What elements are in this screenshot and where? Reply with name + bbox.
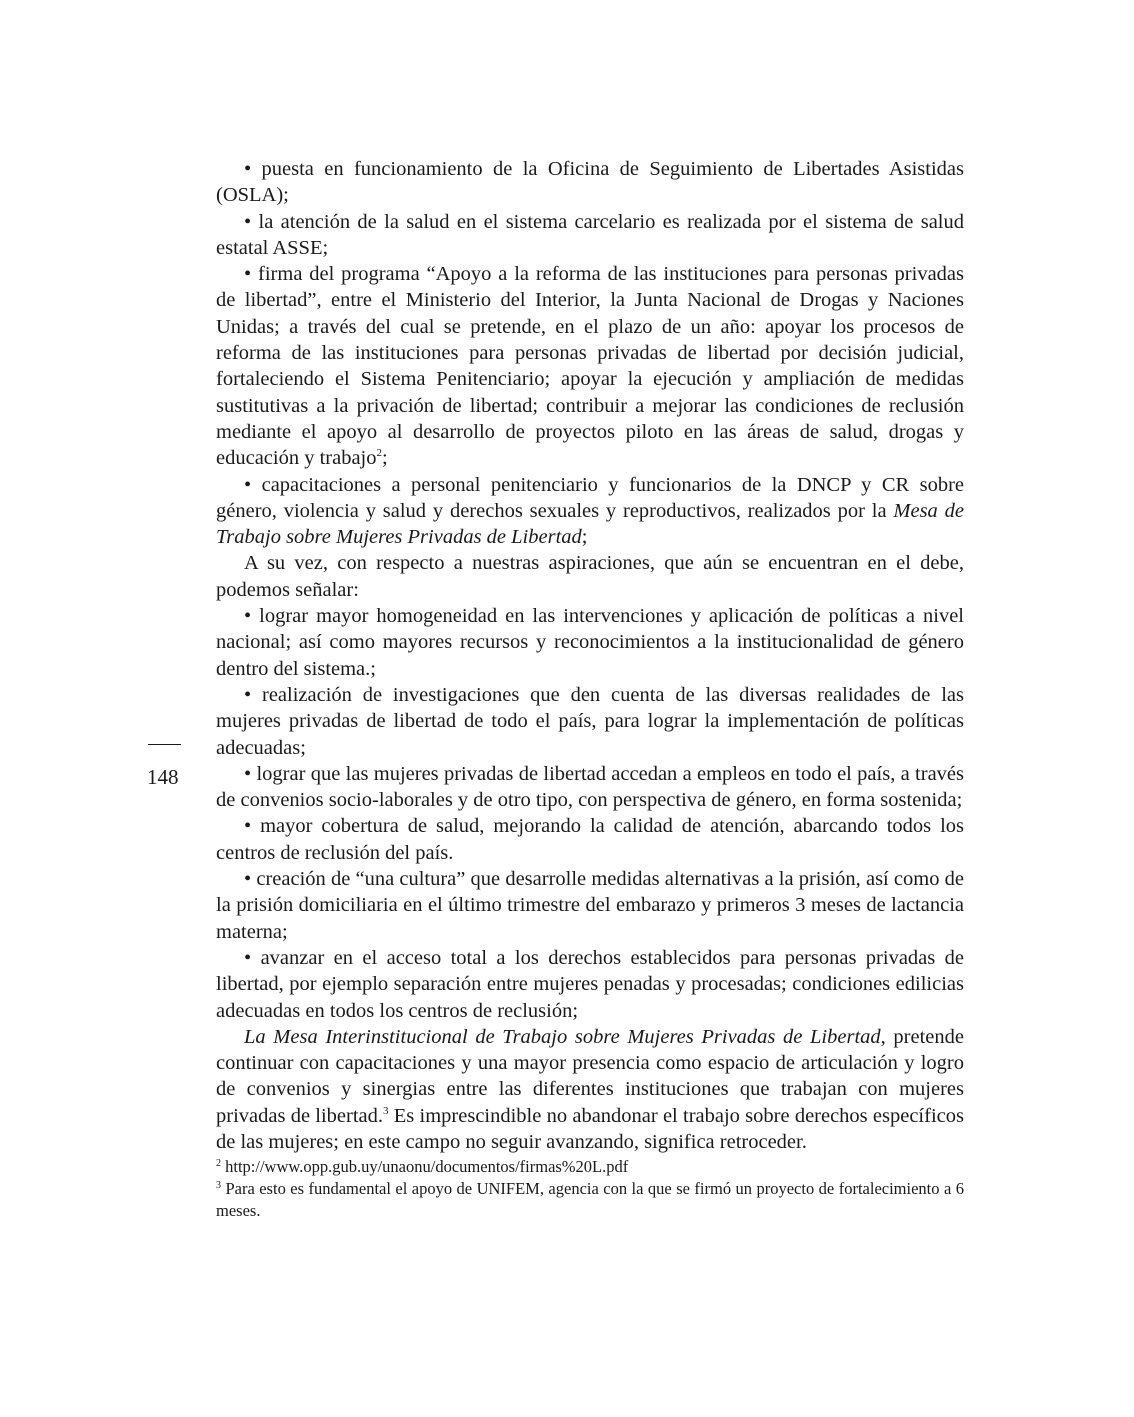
paragraph-mesa-end: Es imprescindible no abandonar el trabajo sobre derechos específicos de las mujeres; en este campo no seguir avanzando, significa retroceder. <box>216 1104 964 1153</box>
mesa-de-trabajo-italic: Mesa de Trabajo sobre Mujeres Privadas de Libertad <box>216 499 964 549</box>
mesa-interinstitucional-italic: La Mesa Interinstitucional de Trabajo sobre Mujeres Privadas de Libertad <box>244 1025 881 1048</box>
paragraph-asse: • la atención de la salud en el sistema carcelario es realizada por el sistema de salud estatal ASSE; <box>216 210 964 259</box>
body-text <box>216 156 964 1155</box>
page-number: 148 <box>147 765 179 789</box>
footnote-3-text: Para esto es fundamental el apoyo de UNIFEM, agencia con la que se firmó un proyecto de fortalecimiento a 6 meses. <box>216 1179 964 1220</box>
paragraph-mesa-interinstitucional <box>216 1024 964 1155</box>
footnote-mark-2: 2 <box>216 1158 221 1169</box>
paragraph-aspiraciones: A su vez, con respecto a nuestras aspiraciones, que aún se encuentran en el debe, podemos señalar: <box>216 552 964 601</box>
paragraph-programa <box>216 261 964 471</box>
footnote-2-url: http://www.opp.gub.uy/unaonu/documentos/firmas%20L.pdf <box>221 1157 629 1176</box>
paragraph-salud: • mayor cobertura de salud, mejorando la calidad de atención, abarcando todos los centros de reclusión del país. <box>216 815 964 864</box>
footnote-2 <box>216 1156 964 1178</box>
paragraph-cultura: • creación de “una cultura” que desarrolle medidas alternativas a la prisión, así como de la prisión domiciliaria en el último trimestre del embarazo y primeros 3 meses de lactancia materna; <box>216 868 964 943</box>
paragraph-investigaciones: • realización de investigaciones que den cuenta de las diversas realidades de las mujeres privadas de libertad de todo el país, para lograr la implementación de políticas adecuadas; <box>216 683 964 759</box>
footnote-mark-3: 3 <box>216 1180 221 1191</box>
paragraph-osla: • puesta en funcionamiento de la Oficina de Seguimiento de Libertades Asistidas (OSLA); <box>216 158 964 207</box>
footnote-3 <box>216 1178 964 1222</box>
paragraph-capacitaciones-end: ; <box>581 526 588 549</box>
footnote-ref-2: 2 <box>376 447 383 460</box>
paragraph-mesa-text: , pretende continuar con capacitaciones y una mayor presencia como espacio de articulación y logro de convenios y sinergias entre las diferentes instituciones que trabajan con mujeres privadas de libertad. <box>216 1025 964 1127</box>
footnotes <box>216 1156 964 1222</box>
paragraph-programa-end: ; <box>382 447 388 470</box>
page-number-rule <box>148 744 181 745</box>
paragraph-capacitaciones <box>216 472 964 551</box>
paragraph-homogeneidad: • lograr mayor homogeneidad en las intervenciones y aplicación de políticas a nivel nacional; así como mayores recursos y reconocimientos a la institucionalidad de género dentro del sistema.; <box>216 605 964 680</box>
paragraph-capacitaciones-text: • capacitaciones a personal penitenciario y funcionarios de la DNCP y CR sobre género, violencia y salud y derechos sexuales y reproductivos, realizados por la <box>216 473 964 522</box>
paragraph-programa-text: • firma del programa “Apoyo a la reforma de las instituciones para personas privadas de libertad”, entre el Ministerio del Interior, la Junta Nacional de Drogas y Naciones Unidas; a través del cual se pretende, en el plazo de un año: apoyar los procesos de reforma de las instituciones para personas privadas de libertad por decisión judicial, fortaleciendo el Sistema Penitenciario; apoyar la ejecución y ampliación de medidas sustitutivas a la privación de libertad; contribuir a mejorar las condiciones de reclusión mediante el apoyo al desarrollo de proyectos piloto en las áreas de salud, drogas y educación y trabajo <box>216 263 964 470</box>
paragraph-derechos: • avanzar en el acceso total a los derechos establecidos para personas privadas de libertad, por ejemplo separación entre mujeres penadas y procesadas; condiciones edilicias adecuadas en todos los centros de reclusión; <box>216 946 964 1022</box>
footnote-ref-3: 3 <box>383 1104 389 1117</box>
paragraph-empleos: • lograr que las mujeres privadas de libertad accedan a empleos en todo el país, a través de convenios socio-laborales y de otro tipo, con perspectiva de género, en forma sostenida; <box>216 762 964 812</box>
